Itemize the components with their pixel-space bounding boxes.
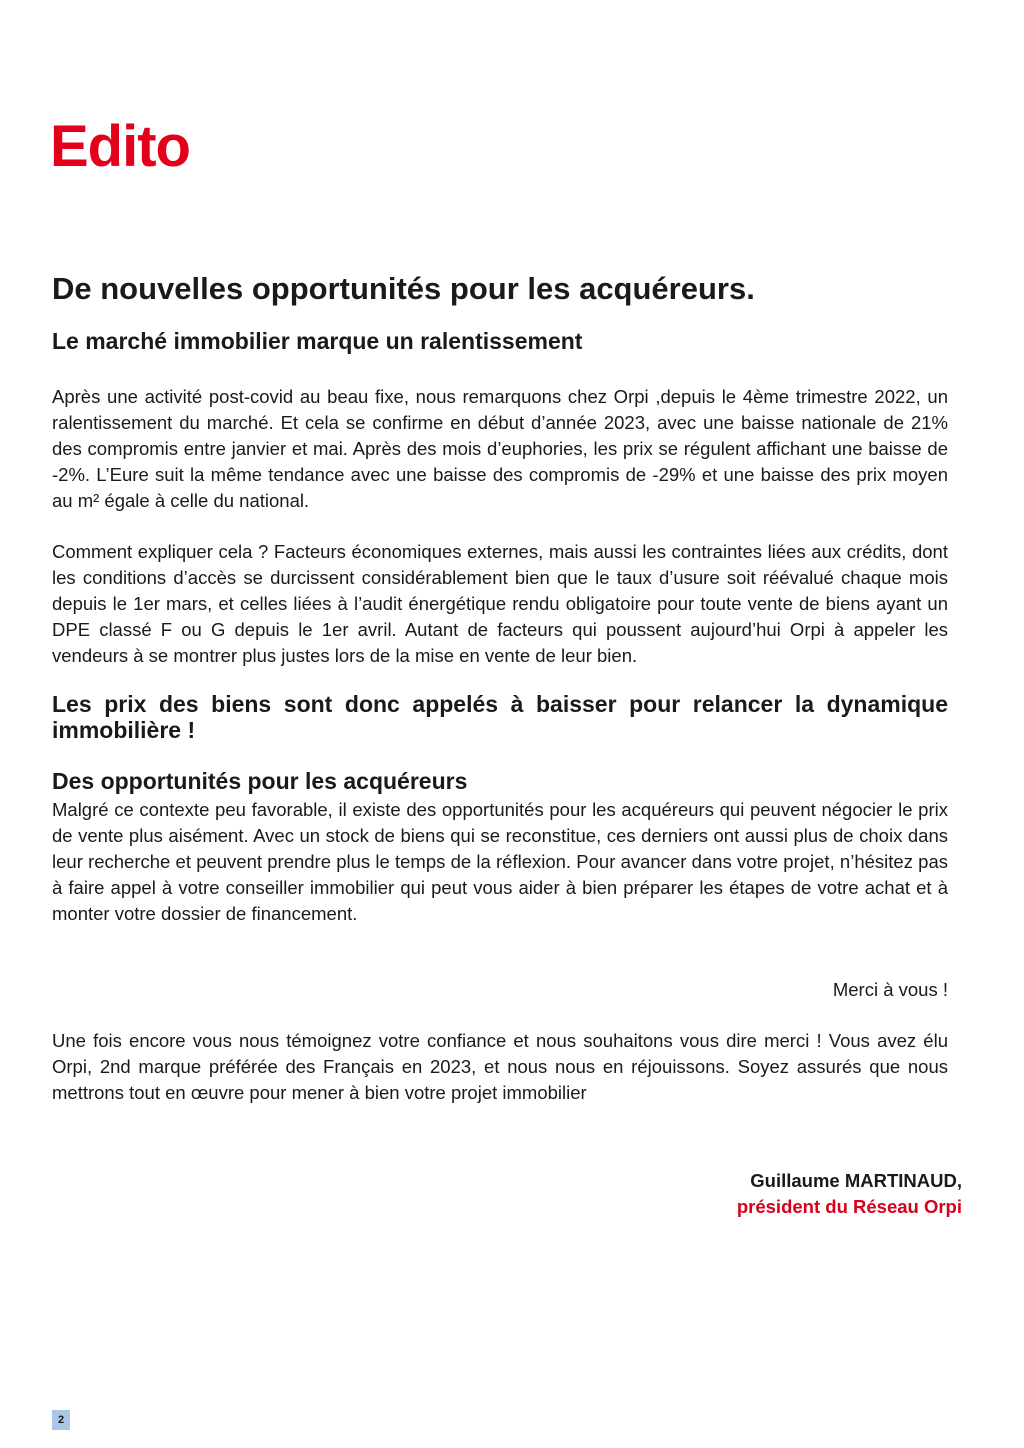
page-number-badge: 2: [52, 1410, 70, 1430]
thanks-line: Merci à vous !: [832, 979, 948, 1000]
paragraph-explanation: Comment expliquer cela ? Facteurs économiques externes, mais aussi les contraintes liées aux crédits, dont les conditions d’accès se durcissent considérablement bien que le taux d’usure soit réévalué chaque mois depuis le 1er mars, et celles liées à l’audit énergétique rendu obligatoire pour toute vente de biens ayant un DPE classé F ou G depuis le 1er avril. Autant de facteurs qui poussent aujourd’hui Orpi à appeler les vendeurs à se montrer plus justes lors de la mise en vente de leur bien.: [52, 541, 948, 666]
article-subheading: Le marché immobilier marque un ralentissement: [52, 328, 583, 354]
paragraph-gratitude: Une fois encore vous nous témoignez votre confiance et nous souhaitons vous dire merci ! Vous avez élu Orpi, 2nd marque préférée des Français en 2023, et nous nous en réjouissons. Soyez assurés que nous mettrons tout en œuvre pour mener à bien votre projet immobilier: [52, 1030, 948, 1103]
page-title: Edito: [50, 114, 190, 179]
paragraph-market-slowdown: Après une activité post-covid au beau fixe, nous remarquons chez Orpi ,depuis le 4ème trimestre 2022, un ralentissement du marché. Et cela se confirme en début d’année 2023, avec une baisse nationale de 21% des compromis entre janvier et mai. Après des mois d’euphories, les prix se régulent affichant une baisse de -2%. L’Eure suit la même tendance avec une baisse des compromis de -29% et une baisse des prix moyen au m² égale à celle du national.: [52, 386, 948, 511]
signature-block: [737, 1168, 962, 1220]
signature-role: président du Réseau Orpi: [736, 1196, 962, 1217]
signature-name: Guillaume MARTINAUD,: [750, 1170, 962, 1191]
article-heading: De nouvelles opportunités pour les acquéreurs.: [52, 271, 755, 306]
paragraph-opportunities: Malgré ce contexte peu favorable, il existe des opportunités pour les acquéreurs qui peuvent négocier le prix de vente plus aisément. Avec un stock de biens qui se reconstitue, ces derniers ont aussi plus de choix dans leur recherche et peuvent prendre plus le temps de la réflexion. Pour avancer dans votre projet, n’hésitez pas à faire appel à votre conseiller immobilier qui peut vous aider à bien préparer les étapes de votre achat et à monter votre dossier de financement.: [52, 799, 948, 924]
section-heading-opportunities: Des opportunités pour les acquéreurs: [52, 768, 468, 794]
callout-price-drop: Les prix des biens sont donc appelés à baisser pour relancer la dynamique immobilière !: [52, 691, 948, 743]
